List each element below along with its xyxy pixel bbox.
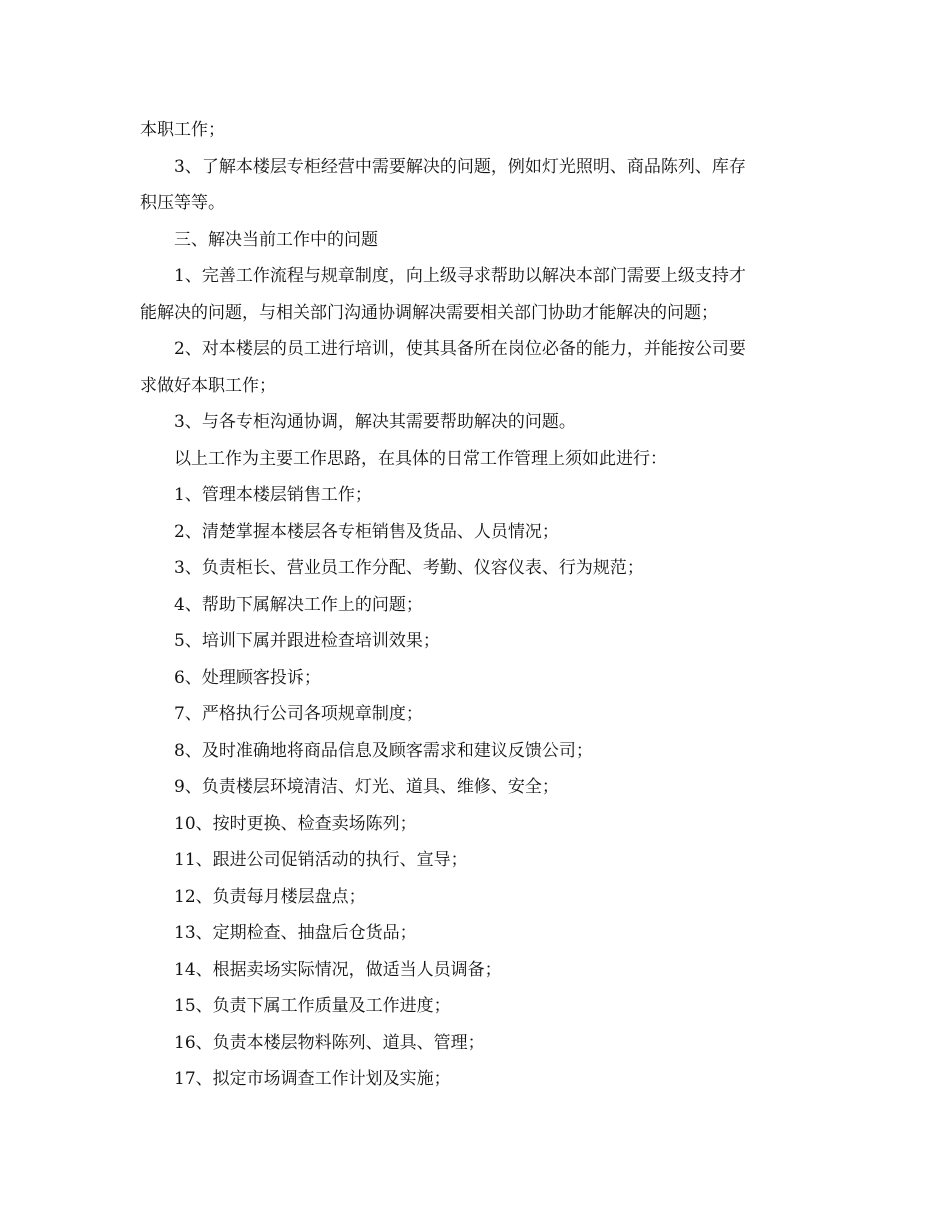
paragraph-line: 3、了解本楼层专柜经营中需要解决的问题，例如灯光照明、商品陈列、库存 xyxy=(174,156,746,177)
list-item: 7、严格执行公司各项规章制度； xyxy=(174,704,423,724)
paragraph-line: 1、完善工作流程与规章制度，向上级寻求帮助以解决本部门需要上级支持才 xyxy=(174,266,746,286)
list-item: 6、处理顾客投诉； xyxy=(174,667,321,688)
list-item: 4、帮助下属解决工作上的问题； xyxy=(174,594,423,615)
list-item: 14、根据卖场实际情况，做适当人员调备； xyxy=(174,959,502,980)
document-body xyxy=(140,112,810,1098)
list-item: 10、按时更换、检查卖场陈列； xyxy=(174,813,417,834)
paragraph-line: 3、与各专柜沟通协调，解决其需要帮助解决的问题。 xyxy=(174,412,576,432)
paragraph-line: 能解决的问题，与相关部门沟通协调解决需要相关部门协助才能解决的问题； xyxy=(140,302,718,323)
list-item: 1、管理本楼层销售工作； xyxy=(174,485,372,505)
list-item: 17、拟定市场调查工作计划及实施； xyxy=(174,1069,451,1089)
section-heading: 三、解决当前工作中的问题 xyxy=(174,229,378,250)
list-item: 3、负责柜长、营业员工作分配、考勤、仪容仪表、行为规范； xyxy=(174,558,644,578)
list-item: 16、负责本楼层物料陈列、道具、管理； xyxy=(174,1032,485,1053)
paragraph-line: 求做好本职工作； xyxy=(140,375,276,396)
paragraph-line: 以上工作为主要工作思路，在具体的日常工作管理上须如此进行： xyxy=(174,448,667,469)
list-item: 11、跟进公司促销活动的执行、宣导； xyxy=(174,850,468,870)
list-item: 5、培训下属并跟进检查培训效果； xyxy=(174,631,440,651)
list-item: 8、及时准确地将商品信息及顾客需求和建议反馈公司； xyxy=(174,740,593,761)
paragraph-line: 本职工作； xyxy=(140,120,225,140)
paragraph-line: 积压等等。 xyxy=(140,193,225,213)
list-item: 13、定期检查、抽盘后仓货品； xyxy=(174,923,417,943)
list-item: 9、负责楼层环境清洁、灯光、道具、维修、安全； xyxy=(174,777,559,797)
list-item: 12、负责每月楼层盘点； xyxy=(174,886,366,907)
list-item: 2、清楚掌握本楼层各专柜销售及货品、人员情况； xyxy=(174,521,559,542)
list-item: 15、负责下属工作质量及工作进度； xyxy=(174,996,451,1016)
paragraph-line: 2、对本楼层的员工进行培训，使其具备所在岗位必备的能力，并能按公司要 xyxy=(174,339,746,359)
